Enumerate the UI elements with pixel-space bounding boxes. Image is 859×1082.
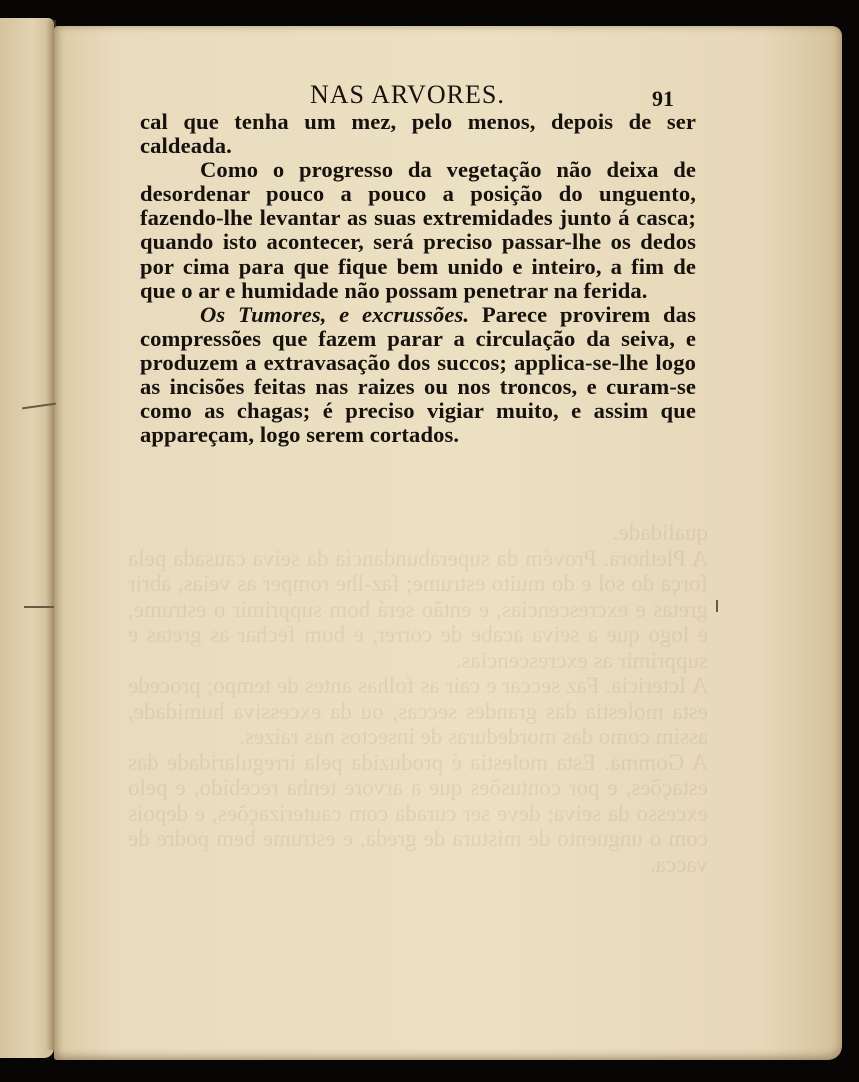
page-header xyxy=(140,80,696,110)
running-head: NAS ARVORES. xyxy=(310,80,505,109)
show-through-line: qualidade. xyxy=(612,520,708,545)
show-through-paragraph: A Plethora. Provém da superabundancia da seiva causada pela força do sol e do muito estrume; faz-lhe romper as veias, abrir gretas e excrescencias, e então será bom supprimir o estrume, e logo que a seiva acabe de correr, e bom fechar as gretas e supprimir as excrescencias. xyxy=(128,545,708,673)
page-number: 91 xyxy=(652,86,674,111)
show-through-paragraph: A Ictericia. Faz seccar e cair as folhas antes de tempo; procede esta molestia das grandes seccas, ou da excessiva humidade, assim como das mordeduras de insectos nas raizes. xyxy=(128,673,708,749)
margin-mark xyxy=(716,600,718,612)
margin-mark xyxy=(24,606,54,608)
body-text xyxy=(140,110,696,447)
paragraph-tumores xyxy=(140,303,696,448)
paragraph: Como o progresso da vegetação não deixa de desordenar pouco a pouco a posição do unguento, fazendo-lhe levantar as suas extremidades junto á casca; quando isto acontecer, será preciso passar-lhe os dedos por cima para que fique bem unido e inteiro, a fim de que o ar e humidade não possam penetrar na ferida. xyxy=(140,157,696,303)
paragraph: cal que tenha um mez, pelo menos, depois de ser caldeada. xyxy=(140,109,696,159)
show-through-text xyxy=(128,520,708,940)
section-text: Parece provirem das compressões que fazem parar a circulação da seiva, e produzem a extravasação dos succos; applica-se-lhe logo as incisões feitas nas raizes ou nos troncos, e curam-se como as chagas; é preciso vigiar muito, e assim que appareçam, logo serem cortados. xyxy=(140,301,697,448)
show-through-paragraph: A Gomma. Esta molestia é produzida pela irregularidade das estações, e por contusões que a arvore tenha recebido, e pelo excesso da seiva; deve ser curada com cauterizações, e depois com o unguento de mistura de greda, e estrume bem podre de vacca. xyxy=(128,749,708,877)
page-text xyxy=(140,80,696,447)
section-heading: Os Tumores, e excrussões. xyxy=(200,301,470,327)
